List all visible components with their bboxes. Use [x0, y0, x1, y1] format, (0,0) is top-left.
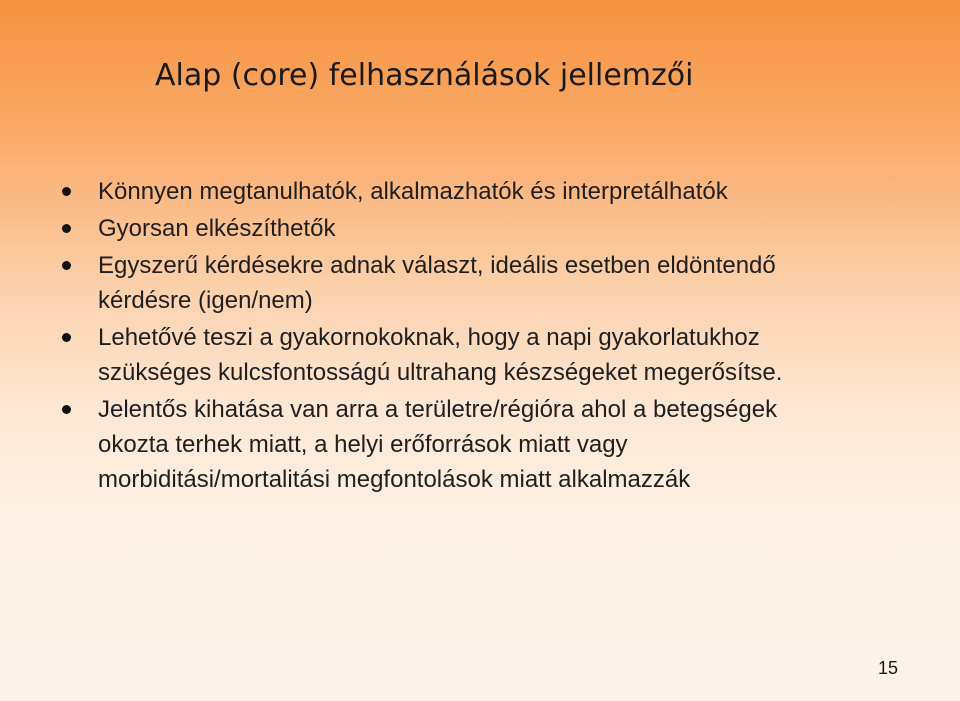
bullet-text-line: Lehetővé teszi a gyakornokoknak, hogy a napi gyakorlatukhoz: [98, 324, 760, 351]
bullet-list: [60, 174, 920, 499]
bullet-text-line: szükséges kulcsfontosságú ultrahang készségeket megerősítse.: [98, 359, 783, 386]
bullet-text-line: Jelentős kihatása van arra a területre/régióra ahol a betegségek: [98, 396, 778, 423]
bullet-item: [60, 211, 920, 246]
slide-title: Alap (core) felhasználások jellemzői: [155, 58, 694, 93]
bullet-text-line: Könnyen megtanulhatók, alkalmazhatók és interpretálhatók: [98, 178, 728, 205]
page-number: 15: [878, 658, 899, 678]
bullet-text-line: Egyszerű kérdésekre adnak választ, ideális esetben eldöntendő: [98, 252, 776, 279]
bullet-item: [60, 248, 920, 318]
bullet-item: [60, 320, 920, 390]
bullet-text-line: okozta terhek miatt, a helyi erőforrások miatt vagy: [98, 431, 628, 458]
bullet-text-line: Gyorsan elkészíthetők: [98, 215, 336, 242]
bullet-text-line: kérdésre (igen/nem): [98, 287, 313, 314]
bullet-item: [60, 174, 920, 209]
bullet-text-line: morbiditási/mortalitási megfontolások miatt alkalmazzák: [98, 466, 691, 493]
bullet-item: [60, 392, 920, 497]
